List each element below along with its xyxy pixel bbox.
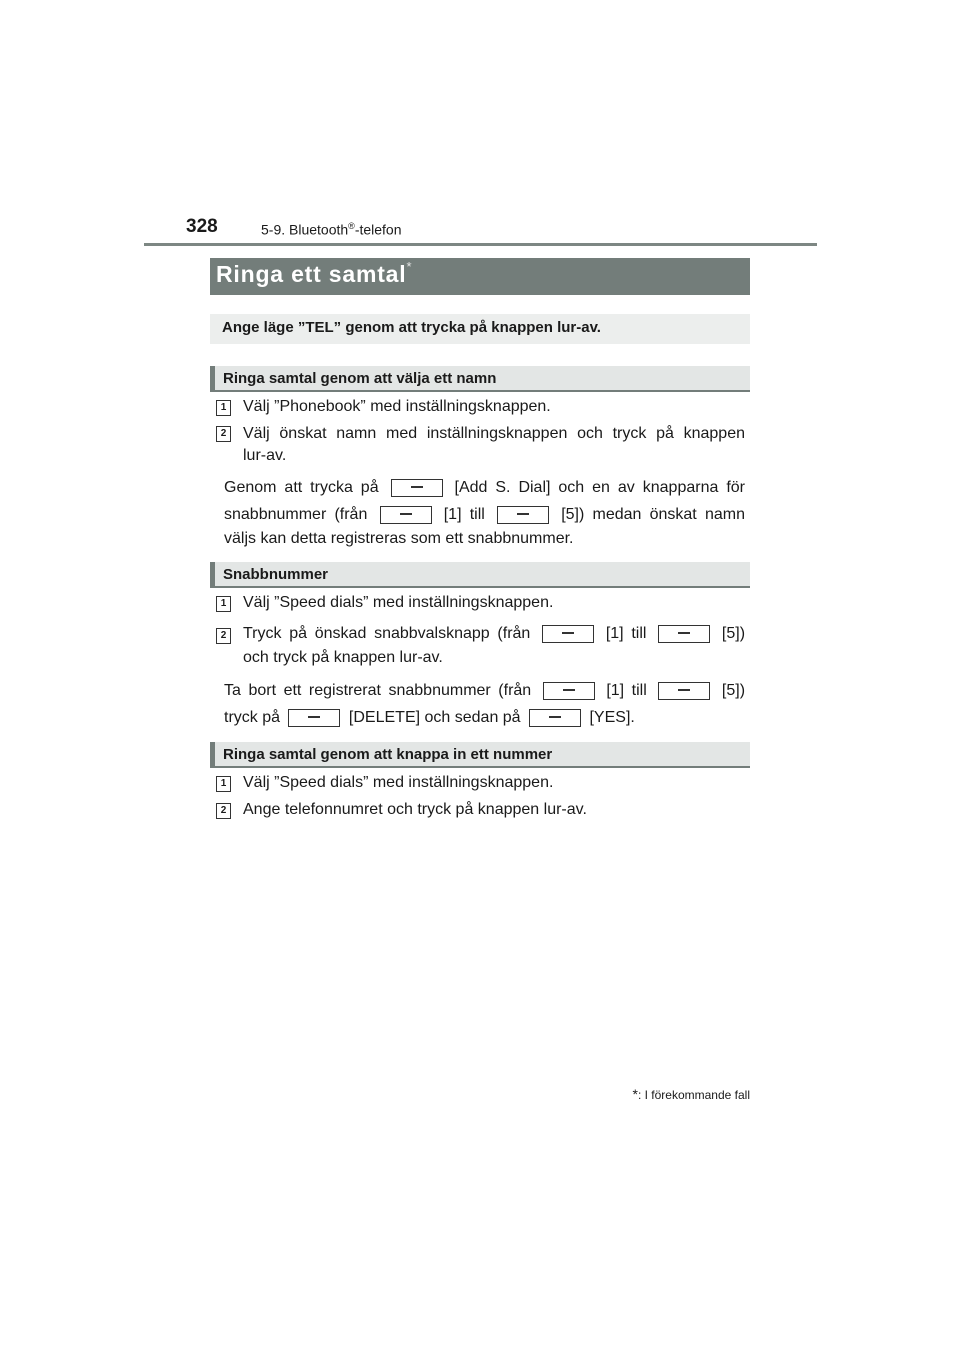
step-text: Välj önskat namn med inställningsknappen och tryck på knappen (243, 425, 745, 442)
step-text: Välj ”Speed dials” med inställningsknappen. (243, 774, 554, 791)
step-number: 2 (216, 426, 231, 442)
note-text: Ta bort ett registrerat snabbnummer (från (224, 682, 532, 699)
step-number: 2 (216, 803, 231, 819)
step-text: [5]) (721, 625, 746, 642)
page-title (216, 261, 412, 288)
step-text-cont: lur-av. (243, 447, 287, 464)
title-band (210, 258, 750, 295)
note-text: [DELETE] och sedan på (348, 709, 521, 726)
page-number: 328 (186, 216, 218, 237)
info-box (210, 314, 750, 344)
button-icon (288, 709, 340, 727)
step-text: Välj ”Phonebook” med inställningsknappen. (243, 398, 551, 415)
button-icon (380, 506, 432, 524)
step-number: 1 (216, 400, 231, 416)
section-bar (210, 562, 215, 588)
note-text: snabbnummer (från (224, 506, 368, 523)
note-text: Genom att trycka på (224, 479, 379, 496)
note-line (224, 704, 635, 731)
section-bar (210, 366, 215, 392)
step-text: Välj ”Speed dials” med inställningsknappen. (243, 594, 554, 611)
footnote (610, 1086, 750, 1102)
note-text: [1] till (443, 506, 485, 523)
chapter-suffix: -telefon (354, 221, 402, 238)
registered-mark: ® (348, 221, 355, 231)
chapter-title (261, 221, 402, 238)
note-text: [YES]. (589, 709, 635, 726)
step-text: Ange telefonnumret och tryck på knappen lur-av. (243, 801, 587, 818)
note-text: [1] till (606, 682, 647, 699)
step-number: 1 (216, 596, 231, 612)
note-line: väljs kan detta registreras som ett snabbnummer. (224, 530, 574, 547)
step-line (243, 623, 745, 645)
step-number: 2 (216, 628, 231, 644)
button-icon (529, 709, 581, 727)
chapter-prefix: 5-9. Bluetooth (261, 221, 349, 238)
note-line (224, 677, 745, 704)
note-text: [5]) medan önskat namn (561, 506, 745, 523)
button-icon (543, 682, 595, 700)
step-text: [1] till (605, 625, 647, 642)
section-header-name (210, 366, 750, 392)
note-text: tryck på (224, 709, 281, 726)
footnote-text: : I förekommande fall (637, 1088, 750, 1102)
button-icon (658, 625, 710, 643)
section-heading: Ringa samtal genom att välja ett namn (223, 370, 497, 387)
step-text-cont: och tryck på knappen lur-av. (243, 649, 443, 666)
button-icon (391, 479, 443, 497)
section-bar (210, 742, 215, 768)
button-icon (658, 682, 710, 700)
title-star: * (406, 259, 413, 274)
footnote-star: * (632, 1086, 638, 1102)
step-text: Tryck på önskad snabbvalsknapp (från (243, 625, 531, 642)
page-title-text: Ringa ett samtal (216, 261, 407, 287)
section-heading: Snabbnummer (223, 566, 329, 583)
button-icon (542, 625, 594, 643)
note-text: [5]) (721, 682, 746, 699)
note-line (224, 501, 745, 528)
section-header-speed-dials (210, 562, 750, 588)
section-header-number (210, 742, 750, 768)
header-rule (144, 243, 817, 246)
note-line (224, 474, 745, 501)
step-number: 1 (216, 776, 231, 792)
section-heading: Ringa samtal genom att knappa in ett nummer (223, 746, 553, 763)
note-text: [Add S. Dial] och en av knapparna för (454, 479, 745, 496)
info-text: Ange läge ”TEL” genom att trycka på knappen lur-av. (222, 319, 601, 336)
button-icon (497, 506, 549, 524)
